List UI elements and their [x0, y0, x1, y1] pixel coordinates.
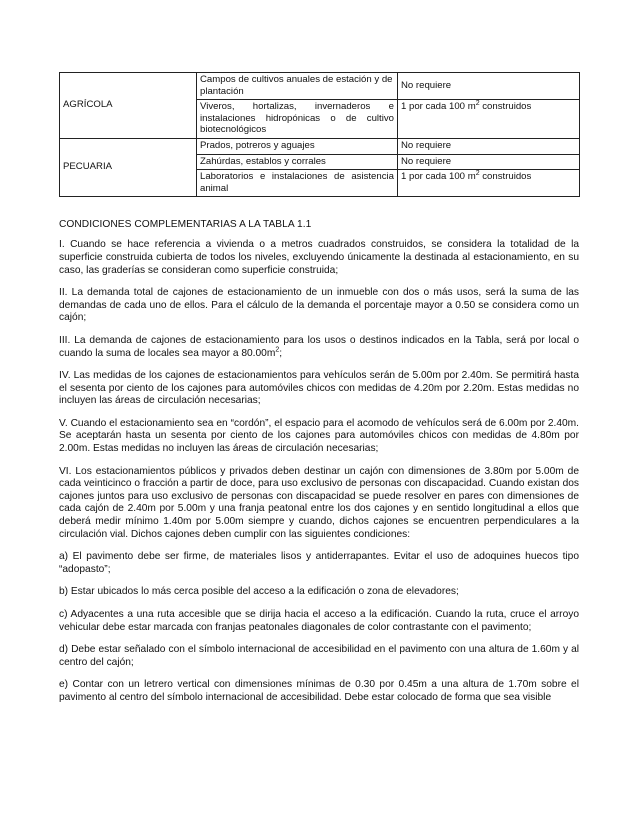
use-cell: Prados, potreros y aguajes	[197, 138, 398, 154]
use-cell: Campos de cultivos anuales de estación y de plantación	[197, 73, 398, 100]
requirement-cell: 1 por cada 100 $m^2$ construidos	[398, 100, 580, 139]
paragraph: IV. Las medidas de los cajones de estacionamientos para vehículos serán de 5.00m por 2.40m. Se permitirá hasta el sesenta por ciento de los cajones para automóviles chicos con medidas de 4.20m por 2.20m. Estas medidas no incluyen las áreas de circulación necesarias;	[59, 370, 579, 407]
requirement-cell: 1 por cada 100 $m^2$ construidos	[398, 170, 580, 197]
paragraph: b) Estar ubicados lo más cerca posible del acceso a la edificación o zona de elevadores;	[59, 586, 459, 598]
section-heading: CONDICIONES COMPLEMENTARIAS A LA TABLA 1.1	[59, 219, 312, 231]
paragraph: II. La demanda total de cajones de estacionamiento de un inmueble con dos o más usos, será la suma de las demandas de cada uno de ellos. Para el cálculo de la demanda el porcentaje mayor a 0.50 se considera como un cajón;	[59, 287, 579, 324]
paragraph: e) Contar con un letrero vertical con dimensiones mínimas de 0.30 por 0.45m a una altura de 1.70m sobre el pavimento al centro del símbolo internacional de accesibilidad. Debe estar colocado de forma que sea visible	[59, 679, 579, 703]
use-cell: Viveros, hortalizas, invernaderos e instalaciones hidropónicas o de cultivo biotecnológicos	[197, 100, 398, 139]
category-cell: AGRÍCOLA	[60, 73, 197, 139]
paragraph: V. Cuando el estacionamiento sea en “cordón”, el espacio para el acomodo de vehículos será de 6.00m por 2.40m. Se aceptarán hasta un sesenta por ciento de los cajones para automóviles chicos con medidas de 4.80m por 2.00m. Estas medidas no incluyen las áreas de circulación necesarias;	[59, 417, 579, 455]
paragraph: VI. Los estacionamientos públicos y privados deben destinar un cajón con dimensiones de 3.80m por 5.00m de cada veinticinco o fracción a partir de doce, para uso exclusivo de personas con discapacidad. Cuando existan dos cajones juntos para uso exclusivo de personas con discapacidad se puede resolver en pares con dimensiones de cada cajón de 2.40m por 5.00m y una franja peatonal entre los dos cajones y en sentido longitudinal a ellos que deberá medir mínimo 1.40m por 5.00m siempre y cuando, dichos cajones se encuentren perpendiculares a la circulación vial. Dichos cajones deben cumplir con las siguientes condiciones:	[59, 465, 579, 540]
parking-requirements-table	[59, 72, 580, 197]
paragraph: d) Debe estar señalado con el símbolo internacional de accesibilidad en el pavimento con una altura de 1.60m y al centro del cajón;	[59, 644, 579, 668]
use-cell: Laboratorios e instalaciones de asistencia animal	[197, 170, 398, 197]
table-row	[60, 138, 580, 154]
paragraph: a) El pavimento debe ser firme, de materiales lisos y antiderrapantes. Evitar el uso de adoquines huecos tipo “adopasto”;	[59, 551, 579, 575]
paragraph: c) Adyacentes a una ruta accesible que se dirija hacia el acceso a la edificación. Cuando la ruta, cruce el arroyo vehicular debe estar marcada con franjas peatonales diagonales de color contrastante con el pavimento;	[59, 609, 579, 633]
table-row	[60, 73, 580, 100]
requirement-cell: No requiere	[398, 138, 580, 154]
requirement-cell: No requiere	[398, 73, 580, 100]
paragraph: I. Cuando se hace referencia a vivienda o a metros cuadrados construidos, se considera la totalidad de la superficie construida cubierta de todos los niveles, excluyendo únicamente la destinada al estacionamiento, en su caso, las graderías se consideran como superficie construida;	[59, 239, 579, 276]
use-cell: Zahúrdas, establos y corrales	[197, 154, 398, 170]
paragraph: III. La demanda de cajones de estacionamiento para los usos o destinos indicados en la Tabla, será por local o cuando la suma de locales sea mayor a $80.00m^2$;	[59, 334, 579, 359]
requirement-cell: No requiere	[398, 154, 580, 170]
document-page	[59, 72, 579, 705]
category-cell: PECUARIA	[60, 138, 197, 196]
